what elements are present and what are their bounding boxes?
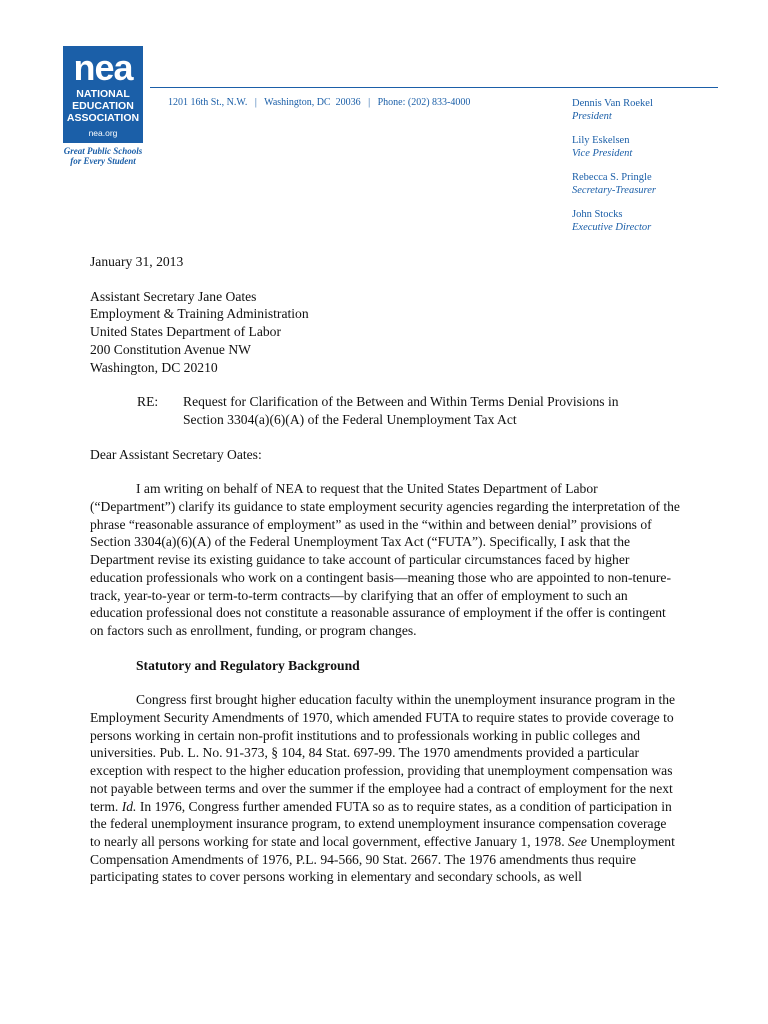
officer-name: John Stocks bbox=[572, 209, 623, 220]
tagline-line-2: for Every Student bbox=[70, 156, 136, 166]
re-subject-line-1: Request for Clarification of the Between and Within Terms Denial Provisions in bbox=[183, 394, 619, 410]
re-subject-line-2: Section 3304(a)(6)(A) of the Federal Unemployment Tax Act bbox=[183, 411, 517, 427]
body-paragraph-1: I am writing on behalf of NEA to request that the United States Department of Labor (“Department”) clarify its guidance to state employment security agencies regarding the interpretation of the phrase “reasonable assurance of employment” as used in the “within and between denial” provisions of Section 3304(a)(6)(A) of the Federal Unemployment Tax Act (“FUTA”). Specifically, I ask that the Department revise its existing guidance to take account of particular circumstances faced by higher education professionals who work on a contingent basis—meaning those who are appointed to non-tenure-track, year-to-year or term-to-term contracts—by clarifying that an offer of employment to such an education professional does not constitute a reasonable assurance of employment if the offer is contingent on factors such as enrollment, funding, or program changes. bbox=[90, 481, 680, 638]
officer-name: Lily Eskelsen bbox=[572, 135, 630, 146]
paragraph-2-see: See bbox=[568, 833, 587, 849]
logo-line-1: NATIONAL bbox=[76, 88, 130, 100]
officer-entry bbox=[572, 171, 656, 197]
officer-title: President bbox=[572, 111, 612, 122]
logo-acronym: nea bbox=[73, 47, 133, 88]
officers-list bbox=[572, 97, 656, 245]
officer-name: Dennis Van Roekel bbox=[572, 98, 653, 109]
body-paragraph-2 bbox=[90, 691, 680, 886]
officer-title: Executive Director bbox=[572, 222, 652, 233]
logo-tagline bbox=[60, 146, 146, 166]
letterhead-rule bbox=[150, 87, 718, 88]
recipient-block bbox=[90, 288, 680, 377]
logo-url: nea.org bbox=[88, 128, 118, 138]
re-subject bbox=[183, 393, 680, 428]
letter-body bbox=[90, 253, 680, 903]
logo-line-2: EDUCATION bbox=[72, 100, 134, 112]
tagline-line-1: Great Public Schools bbox=[63, 146, 143, 156]
officer-entry bbox=[572, 97, 656, 123]
recipient-line: Washington, DC 20210 bbox=[90, 359, 218, 375]
re-line bbox=[90, 393, 680, 428]
recipient-line: United States Department of Labor bbox=[90, 324, 282, 340]
paragraph-2-part-b: In 1976, Congress further amended FUTA so as to require states, as a condition of participation in the federal unemployment insurance program, to extend unemployment insurance compensation coverage to nearly all persons working for state and local government, effective January 1, 1978. bbox=[90, 798, 672, 849]
re-label: RE: bbox=[137, 394, 159, 410]
letterhead-address: 1201 16th St., N.W. | Washington, DC 20036 | Phone: (202) 833-4000 bbox=[168, 97, 471, 108]
officer-title: Vice President bbox=[572, 148, 633, 159]
paragraph-2-part-c: Unemployment Compensation Amendments of 1976, P.L. 94-566, 90 Stat. 2667. The 1976 amendments thus require participating states to cover persons working in elementary and secondary schools, as well bbox=[90, 833, 675, 885]
officer-title: Secretary-Treasurer bbox=[572, 185, 656, 196]
recipient-line: Assistant Secretary Jane Oates bbox=[90, 288, 257, 304]
officer-entry bbox=[572, 208, 656, 234]
salutation: Dear Assistant Secretary Oates: bbox=[90, 446, 262, 462]
section-heading: Statutory and Regulatory Background bbox=[136, 657, 360, 673]
officer-entry bbox=[572, 134, 656, 160]
recipient-line: 200 Constitution Avenue NW bbox=[90, 341, 251, 357]
officer-name: Rebecca S. Pringle bbox=[572, 172, 652, 183]
logo-line-3: ASSOCIATION bbox=[66, 112, 140, 124]
letter-date: January 31, 2013 bbox=[90, 254, 184, 269]
nea-logo bbox=[63, 46, 143, 143]
paragraph-2-part-a: Congress first brought higher education faculty within the unemployment insurance program in the Employment Security Amendments of 1970, which amended FUTA to require states to provide coverage to persons working in certain non-profit institutions and to professionals working in public colleges and universities. Pub. L. No. 91-373, § 104, 84 Stat. 697-99. The 1970 amendments provided a particular exception with respect to the higher education profession, providing that unemployment compensation was not payable between terms and over the summer if the employee had a contract of employment for the next term. bbox=[90, 692, 676, 814]
recipient-line: Employment & Training Administration bbox=[90, 306, 309, 322]
paragraph-2-id: Id. bbox=[121, 798, 137, 814]
